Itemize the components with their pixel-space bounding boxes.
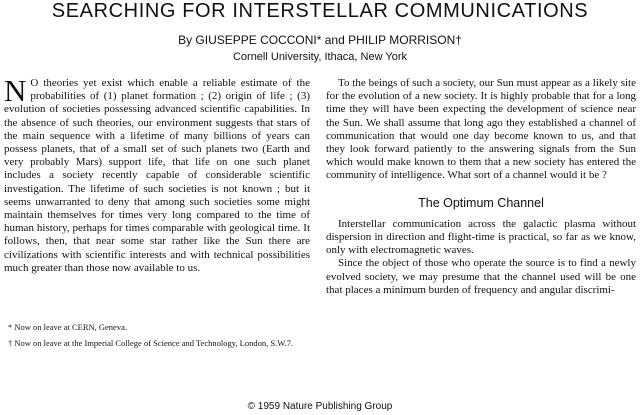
right-paragraph-1: To the beings of such a society, our Sun must appear as a likely site for the evolution of a new society. It is highly probable that for a long time they will have been expecting the development of science near the Sun. We shall assume that long ago they established a channel of communication that would one day become known to us, and that they look forward patiently to the answering signals from the Sun which would make known to them that a new society has entered the community of intelligence. What sort of a channel would it be ? <box>326 77 636 182</box>
copyright-notice: © 1959 Nature Publishing Group <box>247 401 393 412</box>
drop-cap: N <box>4 73 27 108</box>
article-title: SEARCHING FOR INTERSTELLAR COMMUNICATIONS <box>51 0 589 22</box>
author-affiliation: Cornell University, Ithaca, New York <box>232 51 408 63</box>
footnotes <box>4 322 310 348</box>
left-paragraph-1 <box>4 73 310 275</box>
right-paragraph-3: Since the object of those who operate the source is to find a newly evolved society, we may presume that the channel used will be one that places a minimum burden of frequency and angular discrimi- <box>326 257 636 296</box>
left-column <box>4 73 310 275</box>
left-paragraph-1-text: O theories yet exist which enable a reliable estimate of the probabilities of (1) planet formation ; (2) origin of life ; (3) evolution of societies possessing advanced scientific capabilities. In the absence of such theories, our environment suggests that stars of the main sequence with a lifetime of many billions of years can possess planets, that of a small set of such planets two (Earth and very probably Mars) support life, that life on one such planet includes a society recently capable of considerable scientific investigation. The lifetime of such societies is not known ; but it seems unwarranted to deny that among such societies some might maintain themselves for times very long compared to the time of human history, perhaps for times comparable with geological time. It follows, then, that near some star rather like the Sun there are civilizations with scientific interests and with technical possibilities much greater than those now available to us. <box>4 77 310 274</box>
article-byline: By GIUSEPPE COCCONI* and PHILIP MORRISON† <box>178 33 462 47</box>
footnote-2: † Now on leave at the Imperial College of Science and Technology, London, S.W.7. <box>8 337 293 348</box>
section-heading: The Optimum Channel <box>418 195 544 210</box>
footnote-1: * Now on leave at CERN, Geneva. <box>8 322 127 332</box>
right-paragraph-2: Interstellar communication across the galactic plasma without dispersion in direction and flight-time is practical, so far as we know, only with electromagnetic waves. <box>326 217 636 257</box>
right-column <box>326 77 636 297</box>
